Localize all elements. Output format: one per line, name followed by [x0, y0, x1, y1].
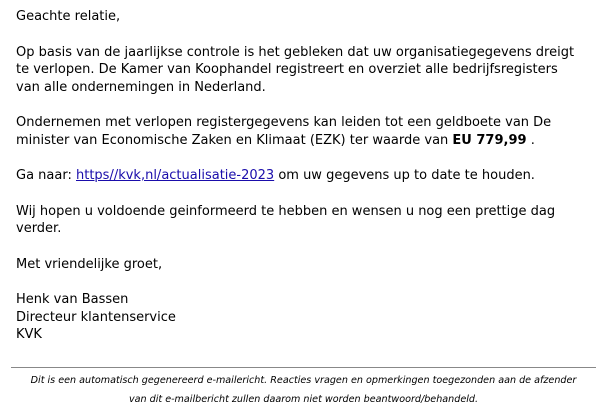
fine-amount: EU 779,99 — [452, 132, 527, 148]
cta-prefix: Ga naar: — [16, 168, 76, 183]
update-details-link[interactable]: https//kvk,nl/actualisatie-2023 — [75, 168, 275, 183]
signature-name: Henk van Bassen — [16, 292, 129, 307]
signature-org: KVK — [16, 327, 42, 342]
cta-suffix: om uw gegevens up to date te houden. — [274, 168, 535, 183]
fine-warning-text: Ondernemen met verlopen registergegevens kan leiden tot een geldboete van De minister van Economische Zaken en Klimaat (EZK) ter waarde van — [16, 115, 552, 148]
paragraph-annual-check: Op basis van de jaarlijkse controle is het gebleken dat uw organisatiegegevens dreigt te verlopen. De Kamer van Koophandel registreert en overziet alle bedrijfsregisters van alle ondernemingen in Nederland. — [16, 44, 575, 95]
email-body — [16, 8, 596, 344]
greeting: Geachte relatie, — [16, 9, 121, 24]
paragraph-call-to-action — [16, 167, 596, 185]
fine-warning-end: . — [526, 132, 535, 148]
paragraph-fine-warning — [16, 114, 596, 149]
signature-title: Directeur klantenservice — [16, 309, 176, 325]
footer-divider — [11, 367, 596, 368]
paragraph-wishes: Wij hopen u voldoende geinformeerd te hebben en wensen u nog een prettige dag verder. — [16, 203, 556, 236]
footer-disclaimer: Dit is een automatisch gegenereerd e-mailericht. Reacties vragen en opmerkingen toegezonden aan de afzender van dit e-mailbericht zullen daarom niet worden beantwoord/behandeld. — [30, 375, 577, 405]
closing: Met vriendelijke groet, — [16, 256, 163, 272]
